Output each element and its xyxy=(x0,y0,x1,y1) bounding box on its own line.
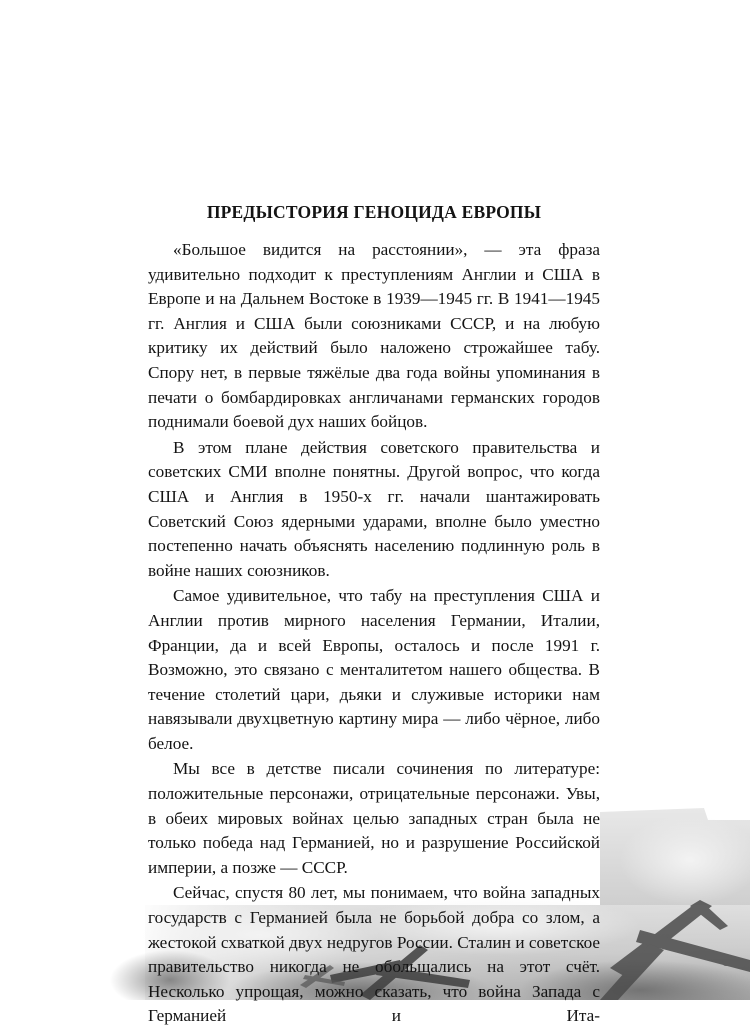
article-heading: ПРЕДЫСТОРИЯ ГЕНОЦИДА ЕВРОПЫ xyxy=(206,202,542,222)
paragraph-4: Мы все в детстве писали сочинения по литературе: положительные персонажи, отрицательные персонажи. Увы, в обеих мировых войнах целью западных стран была не только победа над Германией, но и разрушение Российской империи, а позже — СССР. xyxy=(148,759,600,877)
article xyxy=(148,200,600,1029)
paragraph-1: «Большое видится на расстоянии», — эта фраза удивительно подходит к преступлениям Англии и США в Европе и на Дальнем Востоке в 1939—1945 гг. В 1941—1945 гг. Англия и США были союзниками СССР, и на любую критику их действий было наложено строжайшее табу. Спору нет, в первые тяжёлые два года войны упоминания в печати о бомбардировках англичанами германских городов поднимали боевой дух наших бойцов. xyxy=(148,240,600,432)
paragraph-3: Самое удивительное, что табу на преступления США и Англии против мирного населения Германии, Италии, Франции, да и всей Европы, осталось и после 1991 г. Возможно, это связано с менталитетом нашего общества. В течение столетий цари, дьяки и служивые историки нам навязывали двухцветную картину мира — либо чёрное, либо белое. xyxy=(148,586,600,753)
paragraph-2: В этом плане действия советского правительства и советских СМИ вполне понятны. Другой вопрос, что когда США и Англия в 1950-х гг. начали шантажировать Советский Союз ядерными ударами, вполне было уместно постепенно начать объяснять населению подлинную роль в войне наших союзников. xyxy=(148,437,600,580)
paragraph-5: Сейчас, спустя 80 лет, мы понимаем, что война западных государств с Германией была не борьбой добра со злом, а жестокой схваткой двух недругов России. Сталин и советское правительство никогда не обольщались на этот счёт. Несколько упрощая, можно сказать, что война Запада с Германией и Ита- xyxy=(148,883,600,1026)
